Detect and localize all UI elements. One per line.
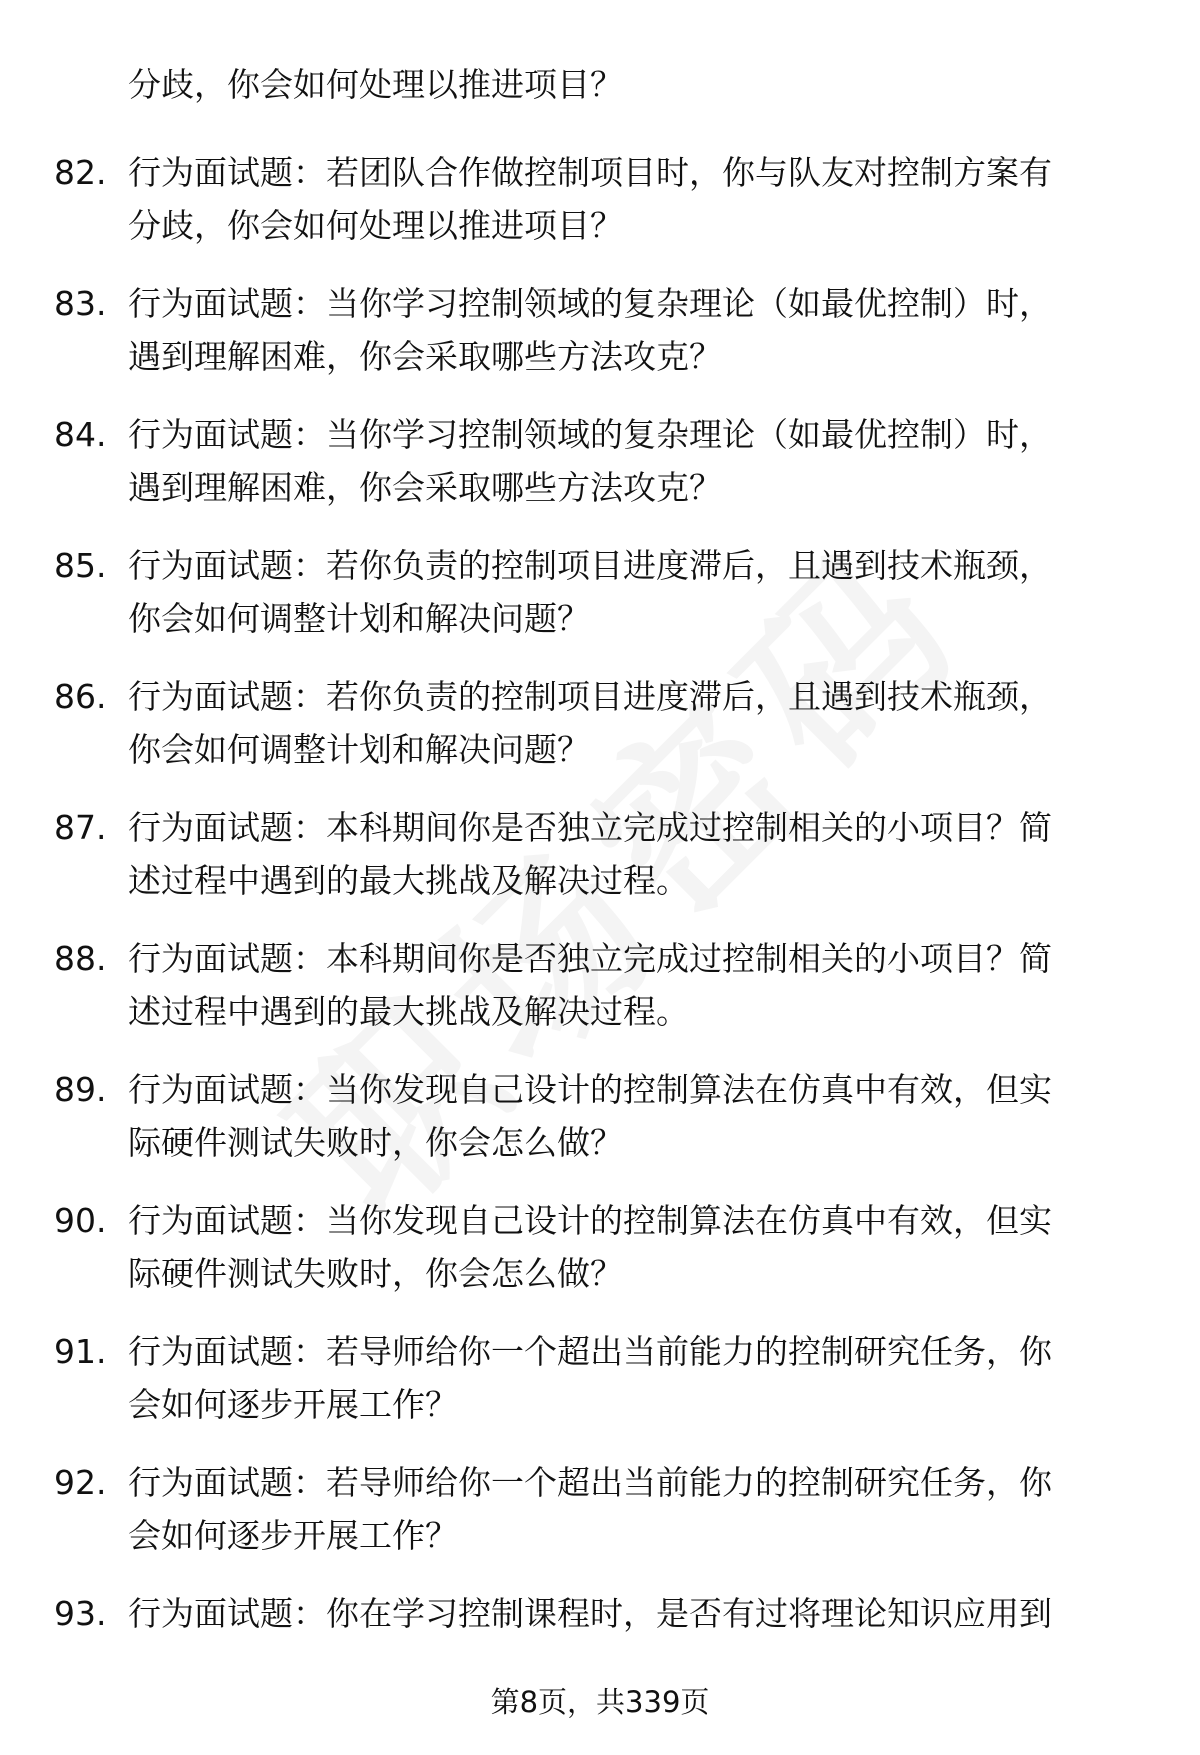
- question-line: 行为面试题：当你发现自己设计的控制算法在仿真中有效，但实: [128, 1201, 1052, 1240]
- list-item: [0, 539, 1200, 670]
- question-line: 行为面试题：当你学习控制领域的复杂理论（如最优控制）时，: [128, 415, 1052, 454]
- list-item: [0, 1456, 1200, 1587]
- question-line: 行为面试题：若导师给你一个超出当前能力的控制研究任务，你: [128, 1463, 1052, 1502]
- question-text: [128, 1456, 1138, 1562]
- question-line: 行为面试题：若导师给你一个超出当前能力的控制研究任务，你: [128, 1332, 1052, 1371]
- continued-question-text: 分歧，你会如何处理以推进项目？: [128, 65, 623, 104]
- question-text: [128, 1194, 1138, 1300]
- list-item: [0, 801, 1200, 932]
- question-text: [128, 1063, 1138, 1169]
- question-number: 82.: [54, 153, 107, 192]
- question-line: 你会如何调整计划和解决问题？: [128, 599, 590, 638]
- question-list: [0, 146, 1200, 1718]
- question-text: [128, 1325, 1138, 1431]
- question-line: 行为面试题：当你发现自己设计的控制算法在仿真中有效，但实: [128, 1070, 1052, 1109]
- question-line: 行为面试题：本科期间你是否独立完成过控制相关的小项目？简: [128, 808, 1052, 847]
- question-text: [128, 801, 1138, 907]
- question-line: 遇到理解困难，你会采取哪些方法攻克？: [128, 337, 722, 376]
- question-text: [128, 1587, 1138, 1640]
- question-number: 91.: [54, 1332, 107, 1371]
- question-number: 89.: [54, 1070, 107, 1109]
- question-line: 分歧，你会如何处理以推进项目？: [128, 206, 623, 245]
- question-number: 86.: [54, 677, 107, 716]
- question-line: 你会如何调整计划和解决问题？: [128, 730, 590, 769]
- list-item: [0, 408, 1200, 539]
- question-number: 83.: [54, 284, 107, 323]
- question-text: [128, 539, 1138, 645]
- list-item: [0, 1194, 1200, 1325]
- question-line: 行为面试题：本科期间你是否独立完成过控制相关的小项目？简: [128, 939, 1052, 978]
- question-number: 90.: [54, 1201, 107, 1240]
- question-line: 述过程中遇到的最大挑战及解决过程。: [128, 861, 689, 900]
- list-item: [0, 277, 1200, 408]
- question-text: [128, 408, 1138, 514]
- question-text: [128, 146, 1138, 252]
- question-line: 行为面试题：若你负责的控制项目进度滞后，且遇到技术瓶颈，: [128, 546, 1052, 585]
- question-number: 85.: [54, 546, 107, 585]
- question-text: [128, 932, 1138, 1038]
- question-line: 行为面试题：若团队合作做控制项目时，你与队友对控制方案有: [128, 153, 1052, 192]
- question-line: 遇到理解困难，你会采取哪些方法攻克？: [128, 468, 722, 507]
- list-item: [0, 1063, 1200, 1194]
- question-line: 际硬件测试失败时，你会怎么做？: [128, 1254, 623, 1293]
- question-number: 92.: [54, 1463, 107, 1502]
- question-line: 行为面试题：当你学习控制领域的复杂理论（如最优控制）时，: [128, 284, 1052, 323]
- question-number: 88.: [54, 939, 107, 978]
- list-item: [0, 1325, 1200, 1456]
- question-line: 行为面试题：若你负责的控制项目进度滞后，且遇到技术瓶颈，: [128, 677, 1052, 716]
- question-line: 际硬件测试失败时，你会怎么做？: [128, 1123, 623, 1162]
- question-number: 93.: [54, 1594, 107, 1633]
- question-line: 会如何逐步开展工作？: [128, 1516, 458, 1555]
- list-item: [0, 670, 1200, 801]
- question-line: 述过程中遇到的最大挑战及解决过程。: [128, 992, 689, 1031]
- question-line: 行为面试题：你在学习控制课程时，是否有过将理论知识应用到: [128, 1594, 1052, 1633]
- list-item: [0, 146, 1200, 277]
- question-number: 87.: [54, 808, 107, 847]
- question-line: 会如何逐步开展工作？: [128, 1385, 458, 1424]
- question-text: [128, 670, 1138, 776]
- question-text: [128, 277, 1138, 383]
- list-item: [0, 932, 1200, 1063]
- page-footer: 第8页，共339页: [490, 1685, 710, 1719]
- question-number: 84.: [54, 415, 107, 454]
